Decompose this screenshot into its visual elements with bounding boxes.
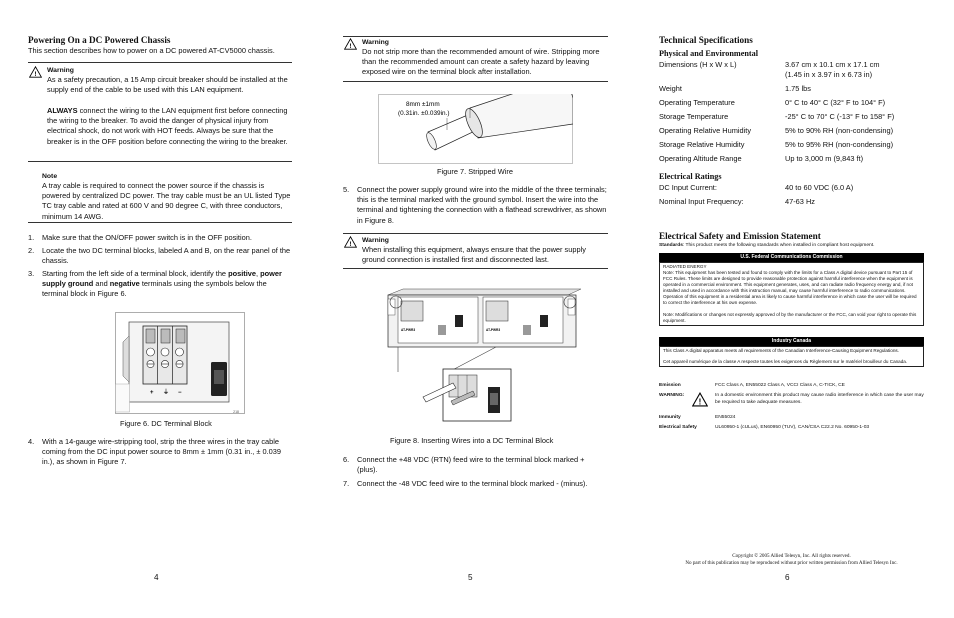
spec-label: Storage Relative Humidity	[659, 140, 745, 149]
divider	[28, 222, 292, 223]
text-run: and	[93, 279, 110, 289]
dimension-label: 8mm ±1mm	[406, 101, 440, 108]
spec-label: Weight	[659, 84, 682, 93]
note-label: Note	[42, 173, 58, 180]
svg-text:!: !	[698, 397, 702, 407]
rating-value: 40 to 60 VDC (6.0 A)	[785, 183, 854, 192]
warning-icon	[29, 66, 42, 78]
step-number: 1.	[28, 233, 35, 242]
fcc-text: Note: This equipment has been tested and found to comply with the limits for a Class A digital device pursuant to Part 15 of FCC Rules. These limits are designed to provide reasonable protection against harmful interference when the equipment is operated in a commercial environment. This equipment generates, uses, and can radiate radio frequency energy and, if not installed and used in accordance with this instruction manual, may cause harmful interference to radio communications. Operation of this equipment in a residential area is likely to cause harmful interference in which case the user will be required to correct the interference at his own expense.	[663, 269, 917, 305]
ic-french: Cet appareil numérique de la classe A respecte toutes les exigences du Règlement sur le matériel brouilleur du Canada.	[663, 358, 908, 364]
ic-english: This Class A digital apparatus meets all requirements of the Canadian Interference-Causing Equipment Regulations.	[663, 348, 899, 353]
electrical-safety-value: UL60950-1 (cULus), EN60950 (TUV), CAN/CSA C22.2 No. 60950-1-03	[715, 425, 870, 430]
emission-label: Emission	[659, 383, 681, 388]
spec-label: Storage Temperature	[659, 112, 729, 121]
immunity-value: EN55024	[715, 415, 736, 420]
divider	[343, 81, 608, 82]
emphasis: power supply ground	[42, 269, 282, 289]
fcc-header: U.S. Federal Communications Commission	[659, 253, 924, 262]
emission-value: FCC Class A, EN55022 Class A, VCCI Class A, C-TICK, CE	[715, 383, 845, 388]
warning-label: Warning	[362, 237, 389, 244]
spec-value: 1.75 lbs	[785, 84, 811, 93]
spec-label: Operating Temperature	[659, 98, 735, 107]
rating-value: 47-63 Hz	[785, 197, 815, 206]
svg-text:!: !	[349, 43, 352, 50]
page-heading: Technical Specifications	[659, 35, 753, 45]
step-text: Locate the two DC terminal blocks, labeled A and B, on the rear panel of the chassis.	[42, 246, 291, 266]
rating-label: Nominal Input Frequency:	[659, 197, 744, 206]
standards-text	[659, 243, 924, 250]
intro-text: This section describes how to power on a DC powered AT-CV5000 chassis.	[28, 46, 275, 55]
warning-text-2	[47, 106, 292, 147]
warning-label: Warning	[47, 67, 74, 74]
module-label: AT-PWR3	[486, 328, 501, 332]
emphasis: Standards	[659, 243, 683, 248]
text-run: Starting from the left side of a terminal block, identify the	[42, 269, 229, 278]
ic-body	[659, 346, 924, 367]
step-text: Connect the -48 VDC feed wire to the terminal block marked - (minus).	[357, 479, 588, 488]
copyright-line: No part of this publication may be reproduced without prior written permission from Allied Telesyn Inc.	[685, 560, 898, 567]
emphasis: positive	[228, 269, 257, 278]
copyright	[659, 553, 924, 568]
text-run: ,	[256, 269, 261, 278]
warning-value: In a domestic environment this product may cause radio interference in which case the user may be required to take adequate measures.	[715, 393, 924, 405]
step-number: 2.	[28, 246, 35, 255]
figure-caption: Figure 6. DC Terminal Block	[120, 419, 212, 428]
divider	[343, 36, 608, 37]
spec-value-secondary: (1.45 in x 3.97 in x 6.73 in)	[785, 70, 873, 79]
warning-text: As a safety precaution, a 15 Amp circuit breaker should be installed at the supply end of the cable to be used with this LAN equipment.	[47, 75, 288, 95]
step-number: 3.	[28, 269, 35, 278]
svg-text:⏚: ⏚	[163, 390, 170, 396]
module-label: AT-PWR3	[401, 328, 416, 332]
spec-label: Operating Relative Humidity	[659, 126, 752, 135]
terminal-block-insertion-figure	[383, 287, 581, 427]
warning-text: When installing this equipment, always ensure that the power supply ground connection is installed first and disconnected last.	[362, 245, 586, 265]
text-run: : This product meets the following standards when installed in compliant host equipment.	[682, 243, 875, 248]
warning-text: Do not strip more than the recommended amount of wire. Stripping more than the recommended amount can create a safety hazard by leaving exposed wire on the terminal block after installation.	[362, 47, 600, 77]
fcc-title: RADIATED ENERGY	[663, 264, 707, 269]
section-heading: Electrical Safety and Emission Statement	[659, 231, 821, 241]
page-number: 6	[785, 573, 790, 582]
spec-value: 3.67 cm x 10.1 cm x 17.1 cm	[785, 60, 880, 69]
spec-value: -25° C to 70° C (-13° F to 158° F)	[785, 112, 895, 121]
section-heading: Electrical Ratings	[659, 172, 722, 181]
copyright-line: Copyright © 2005 Allied Telesyn, Inc. All rights reserved.	[732, 553, 851, 559]
dc-terminal-block-figure	[115, 312, 245, 414]
spec-label: Dimensions (H x W x L)	[659, 60, 737, 69]
warning-text-rest: connect the wiring to the LAN equipment first before connecting the wiring to the breaker. To avoid the danger of physical injury from electrical shock, do not work with HOT feeds. Always be sure that the breaker is in the OFF position before connecting the wiring to the breaker.	[47, 106, 288, 146]
divider	[343, 233, 608, 234]
spec-value: 5% to 90% RH (non-condensing)	[785, 126, 894, 135]
fcc-box	[659, 253, 924, 326]
immunity-label: Immunity	[659, 415, 681, 420]
fcc-note: Note: Modifications or changes not expressly approved of by the manufacturer or the FCC, can void your right to operate this equipment.	[663, 311, 917, 323]
warning-icon	[344, 236, 357, 248]
spec-value: 5% to 95% RH (non-condensing)	[785, 140, 894, 149]
figure-code: 218	[233, 410, 239, 414]
step-text: Connect the +48 VDC (RTN) feed wire to the terminal block marked + (plus).	[357, 455, 585, 475]
stripped-wire-figure	[378, 94, 573, 164]
step-text	[42, 269, 294, 300]
dimension-label: (0.31in. ±0.039in.)	[398, 110, 450, 117]
divider	[343, 268, 608, 269]
industry-canada-box	[659, 337, 924, 367]
step-number: 5.	[343, 185, 350, 194]
divider	[28, 161, 292, 162]
page-number: 5	[468, 573, 473, 582]
emphasis: negative	[109, 279, 140, 289]
figure-caption: Figure 7. Stripped Wire	[437, 167, 513, 176]
page-number: 4	[154, 573, 159, 582]
step-number: 6.	[343, 455, 350, 464]
warning-label: WARNING:	[659, 393, 685, 398]
warning-icon	[692, 392, 708, 407]
page-heading: Powering On a DC Powered Chassis	[28, 35, 171, 45]
fcc-body	[659, 262, 924, 326]
rating-label: DC Input Current:	[659, 183, 717, 192]
note-text: A tray cable is required to connect the power source if the chassis is powered by centralized DC power. The tray cable must be an UL listed Type TC tray cable and rated at 600 V and 90 degree C, with three conductors, minimum 14 AWG.	[42, 181, 291, 221]
step-number: 7.	[343, 479, 350, 488]
step-text: Connect the power supply ground wire into the middle of the three terminals; this is the terminal marked with the ground symbol. Insert the wire into the terminal and tightening the connection with a flathead screwdriver, as shown in Figure 8.	[357, 185, 607, 225]
spec-value: 0° C to 40° C (32° F to 104° F)	[785, 98, 886, 107]
svg-text:+: +	[150, 390, 154, 396]
section-heading: Physical and Environmental	[659, 49, 759, 58]
svg-text:−: −	[178, 390, 182, 396]
emphasis: ALWAYS	[47, 106, 78, 115]
svg-text:!: !	[34, 71, 37, 78]
warning-label: Warning	[362, 39, 389, 46]
electrical-safety-label: Electrical Safety	[659, 425, 697, 430]
step-text: Make sure that the ON/OFF power switch is in the OFF position.	[42, 233, 252, 242]
spec-label: Operating Altitude Range	[659, 154, 742, 163]
ic-header: Industry Canada	[659, 337, 924, 346]
figure-caption: Figure 8. Inserting Wires into a DC Terminal Block	[390, 436, 554, 445]
divider	[28, 62, 292, 63]
step-text: With a 14-gauge wire-stripping tool, strip the three wires in the tray cable coming from the DC input power source to 8mm ± 1mm (0.31 in., ± 0.039 in.), as shown in Figure 7.	[42, 437, 281, 467]
text-run: terminals using the symbols below the terminal block in Figure 6.	[42, 279, 267, 299]
warning-icon	[344, 38, 357, 50]
step-number: 4.	[28, 437, 35, 446]
svg-text:!: !	[349, 241, 352, 248]
spec-value: Up to 3,000 m (9,843 ft)	[785, 154, 864, 163]
